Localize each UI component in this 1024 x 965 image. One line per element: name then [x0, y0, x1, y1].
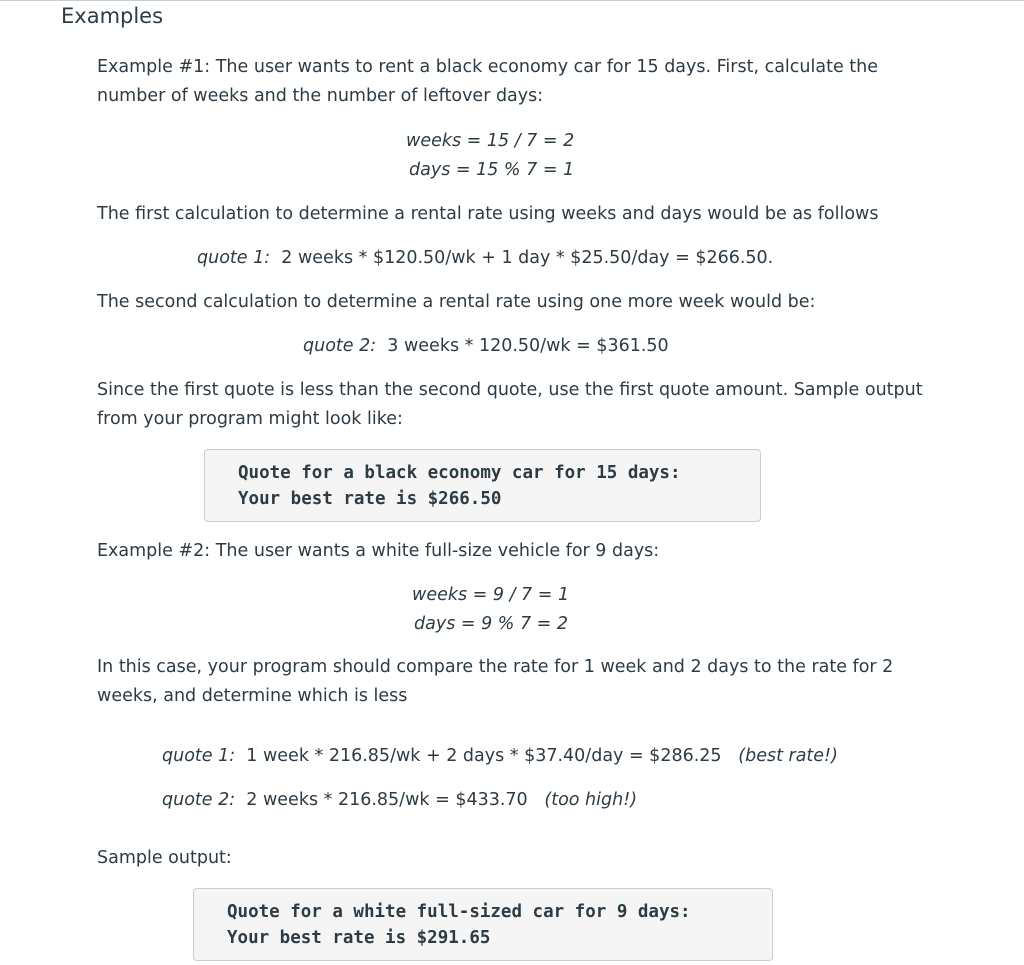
example1-sample-output-box — [204, 449, 761, 522]
example1-since-line2: from your program might look like: — [97, 409, 403, 429]
example1-quote1 — [197, 246, 773, 270]
example1-second-calc-text: The second calculation to determine a rental rate using one more week would be: — [97, 292, 816, 312]
example1-output-line1: Quote for a black economy car for 15 days: — [238, 463, 681, 483]
example2-compare-line1: In this case, your program should compare the rate for 1 week and 2 days to the rate for 2 — [97, 657, 894, 677]
example2-output-line1: Quote for a white full-sized car for 9 days: — [227, 902, 691, 922]
example2-output-line2: Your best rate is $291.65 — [227, 928, 491, 948]
example2-quote2 — [162, 788, 637, 812]
example2-quote1-note: (best rate!) — [738, 746, 838, 766]
example2-quote1-expr: 1 week * 216.85/wk + 2 days * $37.40/day = $286.25 — [246, 746, 722, 766]
example1-quote1-expr: 2 weeks * $120.50/wk + 1 day * $25.50/day = $266.50. — [281, 248, 774, 268]
example1-quote2-expr: 3 weeks * 120.50/wk = $361.50 — [387, 336, 669, 356]
example1-intro-line1: Example #1: The user wants to rent a black economy car for 15 days. First, calculate the — [97, 57, 878, 77]
example2-sample-output-box — [193, 888, 773, 961]
example2-sample-label: Sample output: — [97, 848, 232, 868]
example2-intro: Example #2: The user wants a white full-size vehicle for 9 days: — [97, 541, 660, 561]
example1-intro-line2: number of weeks and the number of leftover days: — [97, 86, 544, 106]
example1-weeks-formula: weeks = 15 / 7 = 2 — [406, 131, 575, 151]
example2-days-formula: days = 9 % 7 = 2 — [414, 614, 569, 634]
example1-days-formula: days = 15 % 7 = 1 — [409, 160, 575, 180]
example1-quote2-label: quote 2: — [303, 336, 377, 356]
top-divider — [0, 0, 1024, 1]
section-heading: Examples — [61, 4, 164, 28]
example2-quote2-note: (too high!) — [544, 790, 638, 810]
example2-quote2-label: quote 2: — [162, 790, 236, 810]
example1-quote2 — [303, 334, 669, 358]
example1-output-line2: Your best rate is $266.50 — [238, 489, 502, 509]
example1-since-line1: Since the first quote is less than the second quote, use the first quote amount. Sample output — [97, 380, 923, 400]
example1-quote1-label: quote 1: — [197, 248, 271, 268]
example2-quote1-label: quote 1: — [162, 746, 236, 766]
example1-first-calc-text: The first calculation to determine a rental rate using weeks and days would be as follows — [97, 204, 879, 224]
example2-compare-line2: weeks, and determine which is less — [97, 686, 408, 706]
example2-quote1 — [162, 744, 838, 768]
example2-weeks-formula: weeks = 9 / 7 = 1 — [412, 585, 570, 605]
example2-quote2-expr: 2 weeks * 216.85/wk = $433.70 — [246, 790, 528, 810]
